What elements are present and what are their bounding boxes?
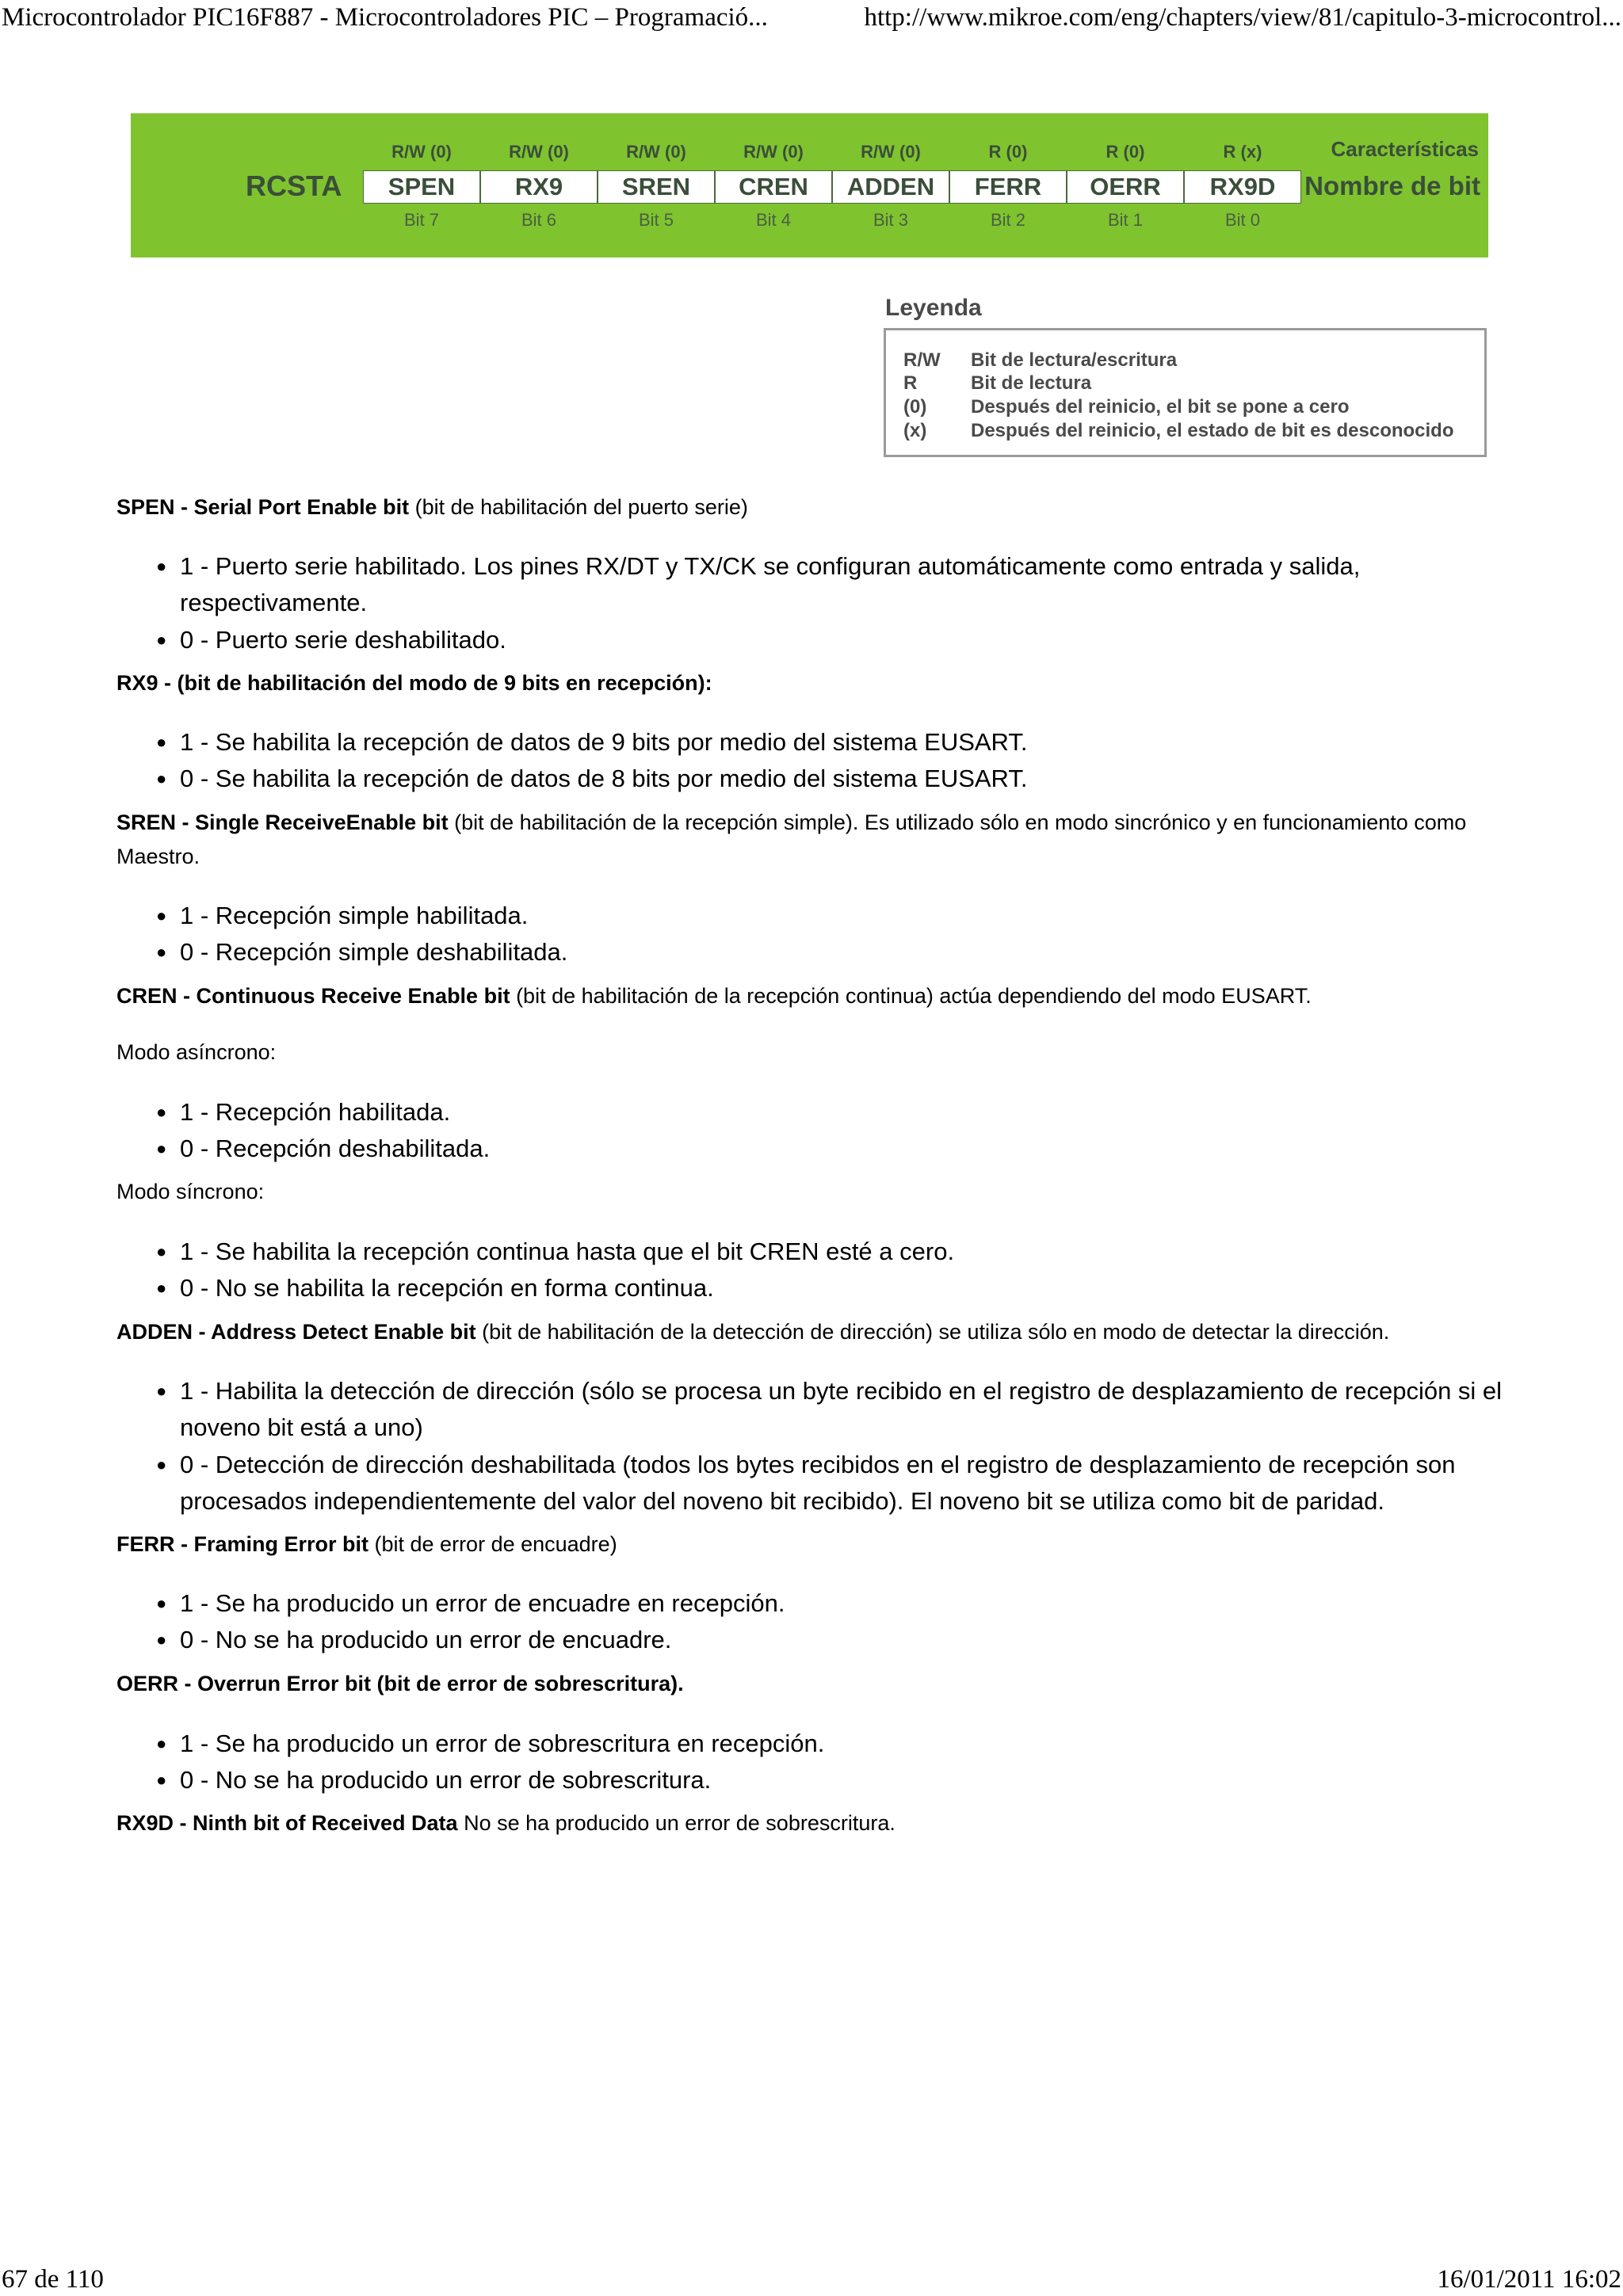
bit-access: R/W (0) bbox=[626, 142, 686, 162]
bit-name: SREN bbox=[598, 170, 715, 204]
bit-name: OERR bbox=[1067, 170, 1184, 204]
bit-name: SPEN bbox=[363, 170, 480, 204]
sren-heading bbox=[116, 806, 1511, 874]
sren-description: (bit de habilitación de la recepción simple). Es utilizado sólo en modo sincrónico y en funcionamiento como Maestro. bbox=[116, 810, 1467, 868]
oerr-title: OERR - Overrun Error bit (bit de error de sobrescritura). bbox=[116, 1672, 684, 1695]
list-item bbox=[156, 548, 1511, 621]
bit-number: Bit 0 bbox=[1224, 210, 1261, 230]
list-item-text: 1 - Se ha producido un error de encuadre en recepción. bbox=[180, 1589, 785, 1617]
bit-access: R/W (0) bbox=[509, 142, 569, 162]
list-item bbox=[156, 1762, 1511, 1798]
legend-box bbox=[884, 328, 1487, 457]
spen-heading bbox=[116, 490, 1511, 524]
rx9d-description: No se ha producido un error de sobrescritura. bbox=[457, 1811, 896, 1835]
register-diagram bbox=[131, 113, 1488, 257]
rx9-heading bbox=[116, 666, 1511, 700]
bullet-icon: ● bbox=[156, 1455, 167, 1474]
print-header-title: Microcontrolador PIC16F887 - Microcontroladores PIC – Programació... bbox=[2, 3, 768, 32]
ferr-heading bbox=[116, 1527, 1511, 1562]
bullet-icon: ● bbox=[156, 630, 167, 650]
legend-row bbox=[903, 396, 1350, 418]
bullet-icon: ● bbox=[156, 906, 167, 925]
list-item-text: 1 - Se habilita la recepción de datos de 9 bits por medio del sistema EUSART. bbox=[180, 728, 1028, 756]
list-item-text: 1 - Puerto serie habilitado. Los pines RX/DT y TX/CK se configuran automáticamente como entrada y salida, respectivamente. bbox=[180, 552, 1361, 616]
bit-number: Bit 1 bbox=[1107, 210, 1144, 230]
list-item bbox=[156, 1585, 1511, 1622]
bit-access: R (0) bbox=[988, 142, 1028, 162]
async-mode-label: Modo asíncrono: bbox=[116, 1040, 277, 1064]
cren-description: (bit de habilitación de la recepción continua) actúa dependiendo del modo EUSART. bbox=[510, 984, 1312, 1008]
list-item-text: 1 - Recepción simple habilitada. bbox=[180, 902, 529, 929]
bullet-icon: ● bbox=[156, 1593, 167, 1613]
list-item-text: 0 - No se ha producido un error de sobrescritura. bbox=[180, 1766, 712, 1794]
bit-name: RX9D bbox=[1184, 170, 1301, 204]
print-datetime: 16/01/2011 16:02 bbox=[1437, 2265, 1621, 2294]
bullet-icon: ● bbox=[156, 769, 167, 788]
list-item bbox=[156, 1131, 1511, 1167]
legend-key: (x) bbox=[903, 420, 927, 441]
list-item bbox=[156, 622, 1511, 658]
page-counter: 67 de 110 bbox=[2, 2265, 104, 2294]
list-item bbox=[156, 898, 1511, 934]
register-name: RCSTA bbox=[246, 170, 342, 202]
list-item-text: 0 - No se habilita la recepción en forma continua. bbox=[180, 1274, 714, 1302]
adden-heading bbox=[116, 1315, 1511, 1349]
bullet-icon: ● bbox=[156, 732, 167, 752]
list-item-text: 1 - Habilita la detección de dirección (sólo se procesa un byte recibido en el registro de desplazamiento de recepción si el noveno bit está a uno) bbox=[180, 1377, 1503, 1441]
oerr-heading bbox=[116, 1667, 1511, 1701]
rx9d-heading bbox=[116, 1806, 1511, 1840]
print-header bbox=[0, 2, 1623, 33]
spen-title: SPEN - Serial Port Enable bit bbox=[116, 495, 410, 519]
adden-description: (bit de habilitación de la detección de dirección) se utiliza sólo en modo de detectar la dirección. bbox=[475, 1320, 1390, 1344]
list-item bbox=[156, 1094, 1511, 1131]
cren-heading bbox=[116, 979, 1511, 1013]
list-item bbox=[156, 934, 1511, 971]
bullet-icon: ● bbox=[156, 1381, 167, 1401]
bullet-icon: ● bbox=[156, 1241, 167, 1261]
list-item bbox=[156, 724, 1511, 761]
legend-row bbox=[903, 349, 1177, 372]
list-item-text: 1 - Recepción habilitada. bbox=[180, 1098, 451, 1126]
bit-access: R (x) bbox=[1223, 142, 1262, 162]
bit-name: ADDEN bbox=[832, 170, 949, 204]
bullet-icon: ● bbox=[156, 1770, 167, 1790]
print-header-url: http://www.mikroe.com/eng/chapters/view/81/capitulo-3-microcontrol... bbox=[864, 3, 1621, 32]
list-item bbox=[156, 1622, 1511, 1658]
bit-name: FERR bbox=[949, 170, 1067, 204]
bit-access: R/W (0) bbox=[743, 142, 804, 162]
bullet-icon: ● bbox=[156, 1138, 167, 1158]
bullet-icon: ● bbox=[156, 556, 167, 576]
bit-number: Bit 5 bbox=[638, 210, 674, 230]
legend-row bbox=[903, 420, 1454, 442]
legend-key: (0) bbox=[903, 396, 927, 418]
list-item bbox=[156, 1726, 1511, 1762]
list-item-text: 0 - Detección de dirección deshabilitada (todos los bytes recibidos en el registro de desplazamiento de recepción son procesados independientemente del valor del noveno bit recibido). El noveno bit se utiliza como bit de paridad. bbox=[180, 1451, 1456, 1515]
bit-number: Bit 2 bbox=[990, 210, 1026, 230]
ferr-description: (bit de error de encuadre) bbox=[369, 1532, 617, 1556]
list-item-text: 1 - Se habilita la recepción continua hasta que el bit CREN esté a cero. bbox=[180, 1238, 955, 1265]
bit-number: Bit 6 bbox=[521, 210, 557, 230]
list-item bbox=[156, 1234, 1511, 1270]
bit-number: Bit 7 bbox=[403, 210, 440, 230]
bit-access: R/W (0) bbox=[391, 142, 452, 162]
list-item-text: 0 - Recepción deshabilitada. bbox=[180, 1135, 491, 1162]
legend-text: Después del reinicio, el estado de bit es desconocido bbox=[971, 420, 1454, 441]
list-item-text: 0 - Se habilita la recepción de datos de 8 bits por medio del sistema EUSART. bbox=[180, 765, 1028, 792]
sren-title: SREN - Single ReceiveEnable bit bbox=[116, 810, 449, 834]
bit-number: Bit 3 bbox=[873, 210, 909, 230]
legend-key: R/W bbox=[903, 349, 941, 371]
list-item bbox=[156, 761, 1511, 797]
spen-description: (bit de habilitación del puerto serie) bbox=[409, 495, 748, 519]
list-item-text: 0 - Puerto serie deshabilitado. bbox=[180, 626, 506, 654]
adden-title: ADDEN - Address Detect Enable bit bbox=[116, 1320, 476, 1344]
rx9-title: RX9 - (bit de habilitación del modo de 9 bits en recepción): bbox=[116, 671, 712, 695]
list-item-text: 1 - Se ha producido un error de sobrescritura en recepción. bbox=[180, 1730, 825, 1757]
list-item bbox=[156, 1447, 1511, 1520]
bit-name: RX9 bbox=[480, 170, 598, 204]
print-footer bbox=[0, 2264, 1623, 2295]
list-item-text: 0 - Recepción simple deshabilitada. bbox=[180, 938, 568, 966]
bit-access: R (0) bbox=[1106, 142, 1145, 162]
legend-text: Bit de lectura/escritura bbox=[971, 349, 1178, 371]
rx9d-title: RX9D - Ninth bit of Received Data bbox=[116, 1811, 458, 1835]
bullet-icon: ● bbox=[156, 942, 167, 962]
legend-row bbox=[903, 372, 1091, 395]
list-item bbox=[156, 1373, 1511, 1446]
bit-name-label: Nombre de bit bbox=[1304, 171, 1480, 200]
legend-text: Después del reinicio, el bit se pone a cero bbox=[971, 396, 1350, 418]
bullet-icon: ● bbox=[156, 1733, 167, 1753]
bullet-icon: ● bbox=[156, 1278, 167, 1298]
bit-number: Bit 4 bbox=[755, 210, 792, 230]
legend-text: Bit de lectura bbox=[971, 372, 1092, 394]
list-item bbox=[156, 1270, 1511, 1306]
cren-title: CREN - Continuous Receive Enable bit bbox=[116, 984, 510, 1008]
list-item-text: 0 - No se ha producido un error de encuadre. bbox=[180, 1626, 672, 1653]
sync-mode-label: Modo síncrono: bbox=[116, 1180, 265, 1203]
characteristics-label: Características bbox=[1331, 137, 1479, 161]
legend-title: Leyenda bbox=[885, 295, 982, 321]
bullet-icon: ● bbox=[156, 1102, 167, 1122]
legend-key: R bbox=[903, 372, 918, 394]
bit-name: CREN bbox=[715, 170, 832, 204]
bit-access: R/W (0) bbox=[861, 142, 921, 162]
ferr-title: FERR - Framing Error bit bbox=[116, 1532, 369, 1556]
bullet-icon: ● bbox=[156, 1630, 167, 1650]
